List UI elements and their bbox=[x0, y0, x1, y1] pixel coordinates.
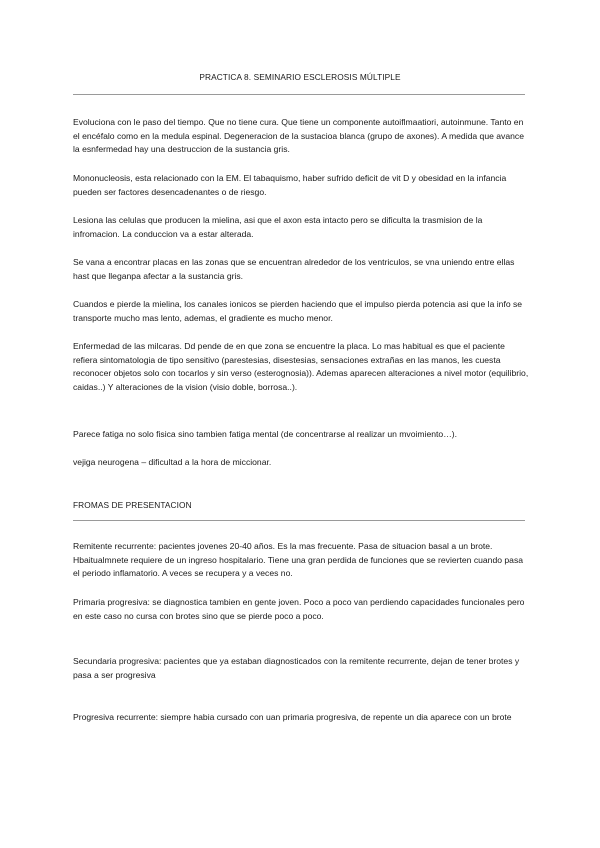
paragraph-factores-riesgo: Mononucleosis, esta relacionado con la EM. El tabaquismo, haber sufrido deficit de vit D y obesidad en la infancia pueden ser factores desencadenantes o de riesgo. bbox=[73, 173, 507, 197]
section-divider bbox=[73, 520, 525, 521]
paragraph-fatiga: Parece fatiga no solo fisica sino tambien fatiga mental (de concentrarse al realizar un mvoimiento…). bbox=[73, 429, 458, 439]
paragraph-placas: Se vana a encontrar placas en las zonas que se encuentran alrededor de los ventriculos, se vna uniendo entre ellas hast que lleganpa afectar a la sustancia gris. bbox=[73, 257, 515, 281]
title-divider bbox=[73, 94, 525, 95]
form-primaria-progresiva: Primaria progresiva: se diagnostica tambien en gente joven. Poco a poco van perdiendo capacidades funcionales pero en este caso no cursa con brotes sino que se pierde poco a poco. bbox=[73, 597, 525, 621]
form-progresiva-recurrente: Progresiva recurrente: siempre habia cursado con uan primaria progresiva, de repente un dia aparece con un brote bbox=[73, 712, 512, 722]
paragraph-sintomatologia: Enfermedad de las milcaras. Dd pende de en que zona se encuentre la placa. Lo mas habitual es que el paciente refiera sintomatologia de tipo sensitivo (parestesias, disestesias, sensaciones extrañas en las manos, les cuesta reconocer objetos solo con tocarlos y sin verso (esterognosia)). Ademas aparecen alteraciones a nivel motor (equilibrio, caidas..) Y alteraciones de la vision (visio doble, borrosa..). bbox=[73, 341, 529, 392]
paragraph-canales-ionicos: Cuandos e pierde la mielina, los canales ionicos se pierden haciendo que el impulso pierda potencia asi que la info se transporte mucho mas lento, ademas, el gradiente es mucho menor. bbox=[73, 299, 523, 323]
paragraph-evolucion: Evoluciona con le paso del tiempo. Que no tiene cura. Que tiene un componente autoiflmaatiori, autoinmune. Tanto en el encéfalo como en la medula espinal. Degeneracion de la sustacioa blanca (grupo de axones). A medida que avance la esnfermedad hay una destruccion de la sustancia gris. bbox=[73, 117, 524, 155]
section-heading-formas: FROMAS DE PRESENTACION bbox=[73, 500, 192, 510]
form-remitente-recurrente: Remitente recurrente: pacientes jovenes 20-40 años. Es la mas frecuente. Pasa de situacion basal a un brote. Hbaitualmnete requiere de un ingreso hospitalario. Tiene una gran perdida de funciones que se revierten cuando pasa el periodo inflamatorio. A veces se recupera y a veces no. bbox=[73, 541, 524, 579]
form-secundaria-progresiva: Secundaria progresiva: pacientes que ya estaban diagnosticados con la remitente recurrente, dejan de tener brotes y pasa a ser progresiva bbox=[73, 656, 520, 680]
document-title: PRACTICA 8. SEMINARIO ESCLEROSIS MÚLTIPLE bbox=[199, 72, 401, 82]
paragraph-mielina: Lesiona las celulas que producen la mielina, asi que el axon esta intacto pero se dificulta la trasmision de la infromacion. La conduccion va a estar alterada. bbox=[73, 215, 483, 239]
paragraph-vejiga: vejiga neurogena – dificultad a la hora de miccionar. bbox=[73, 457, 272, 467]
